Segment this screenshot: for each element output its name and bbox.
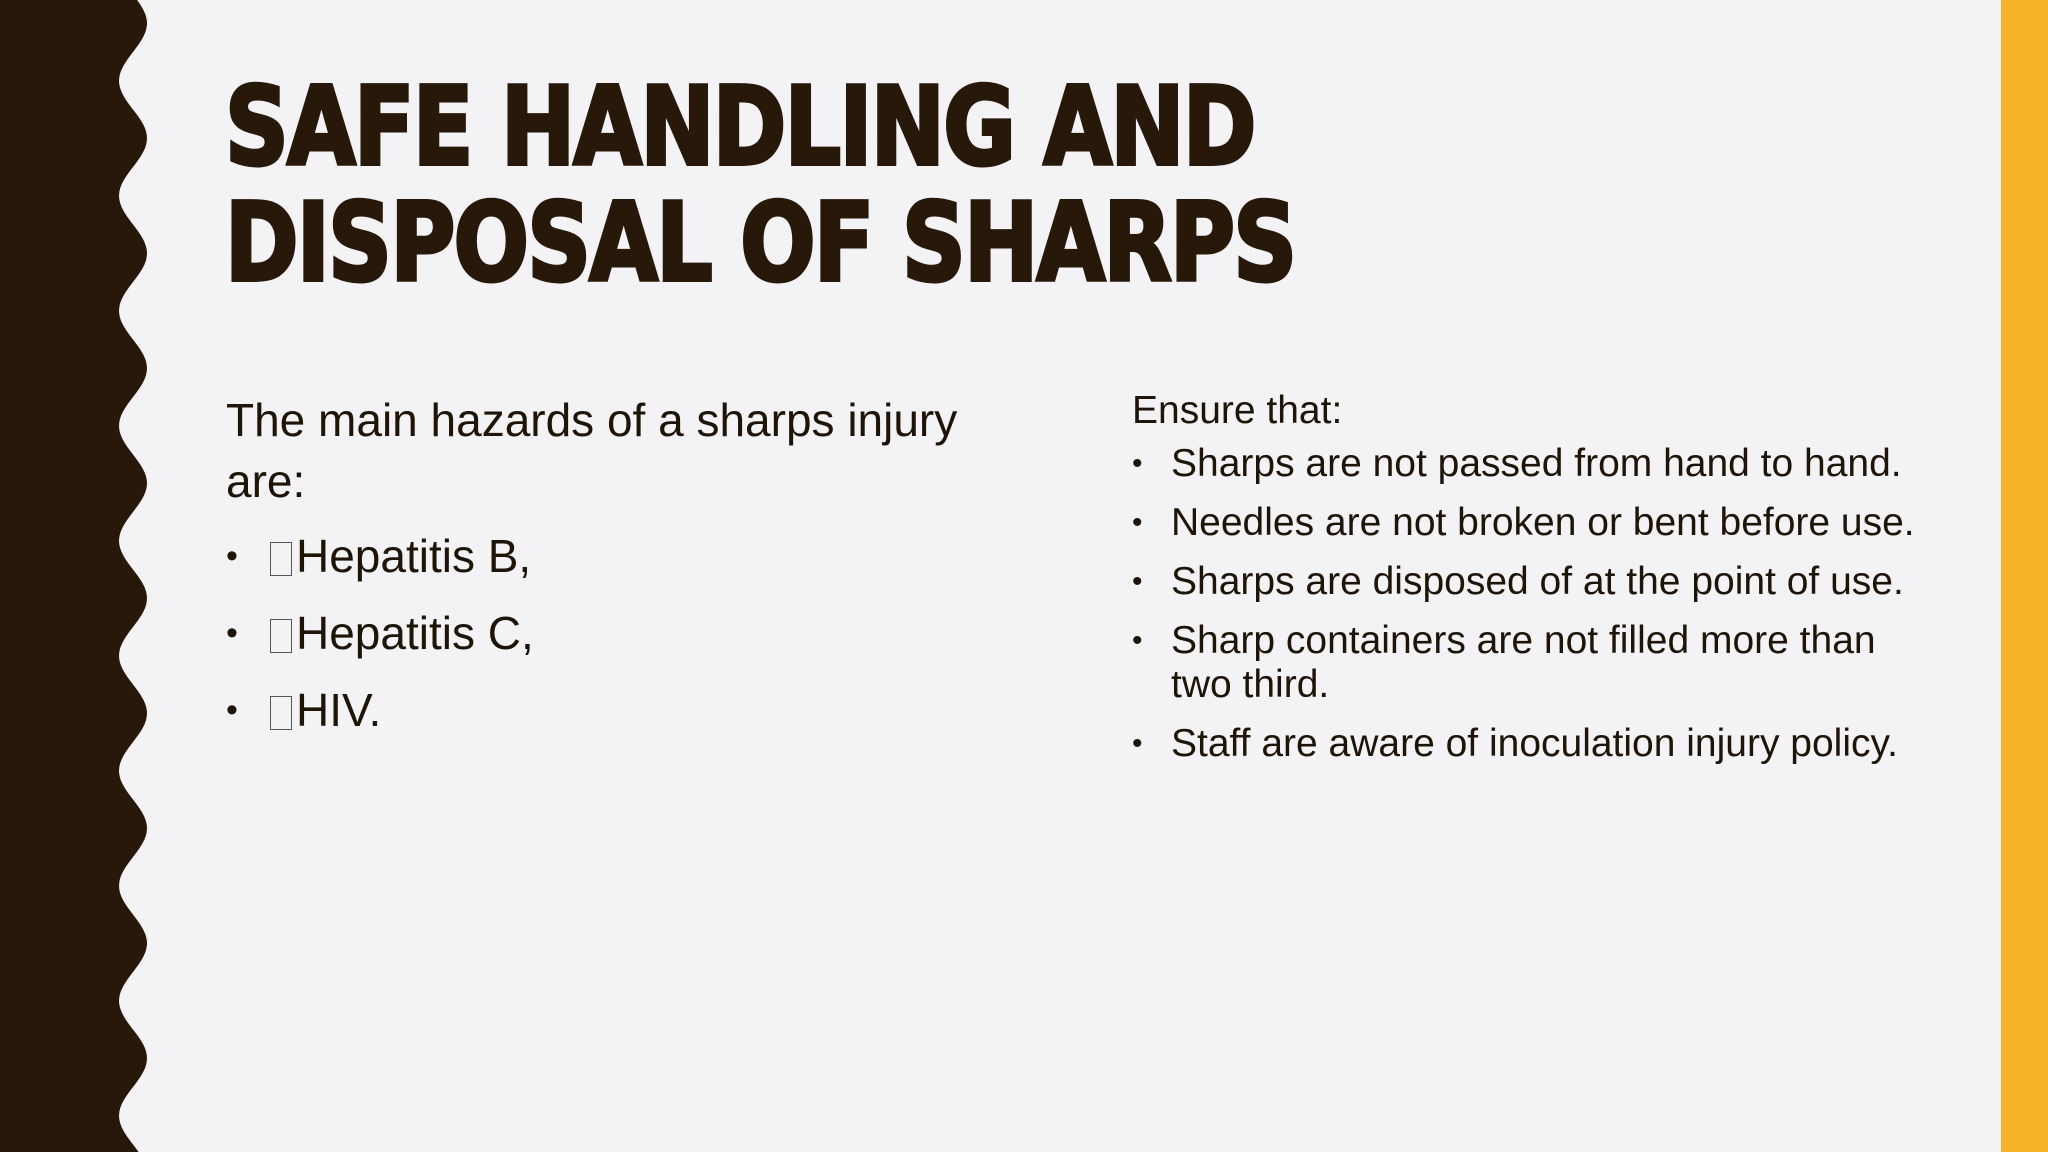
ensure-text: Sharp containers are not filled more than two third. <box>1171 619 1876 706</box>
accent-bar <box>2001 0 2048 1152</box>
bullet-icon: • <box>226 691 238 729</box>
bullet-icon: • <box>226 537 238 575</box>
ensure-text: Sharps are not passed from hand to hand. <box>1171 442 1902 485</box>
slide-title: SAFE HANDLING AND DISPOSAL OF SHARPS <box>225 65 1296 306</box>
hazards-list <box>226 526 1046 741</box>
list-item <box>1132 442 1932 486</box>
missing-glyph-icon <box>270 696 292 730</box>
right-column <box>1132 386 1932 781</box>
bullet-icon: • <box>1132 447 1143 480</box>
list-item <box>226 526 1046 587</box>
ensure-list <box>1132 442 1932 766</box>
hazard-text: HIV. <box>296 684 382 736</box>
list-item <box>1132 722 1932 766</box>
missing-glyph-icon <box>270 542 292 576</box>
ensure-text: Sharps are disposed of at the point of use. <box>1171 560 1904 603</box>
bullet-icon: • <box>226 614 238 652</box>
hazards-intro: The main hazards of a sharps injury are: <box>226 394 958 507</box>
bullet-icon: • <box>1132 506 1143 539</box>
hazard-text: Hepatitis B, <box>296 530 532 582</box>
list-item <box>1132 560 1932 604</box>
list-item <box>226 680 1046 741</box>
wavy-dark-band <box>0 0 160 1152</box>
missing-glyph-icon <box>270 619 292 653</box>
ensure-text: Needles are not broken or bent before use. <box>1171 501 1915 544</box>
bullet-icon: • <box>1132 624 1143 657</box>
list-item <box>1132 619 1932 707</box>
list-item <box>1132 501 1932 545</box>
bullet-icon: • <box>1132 727 1143 760</box>
ensure-text: Staff are aware of inoculation injury policy. <box>1171 722 1898 765</box>
bullet-icon: • <box>1132 565 1143 598</box>
hazard-text: Hepatitis C, <box>296 607 534 659</box>
left-column <box>226 390 1046 757</box>
ensure-intro: Ensure that: <box>1132 389 1343 432</box>
list-item <box>226 603 1046 664</box>
